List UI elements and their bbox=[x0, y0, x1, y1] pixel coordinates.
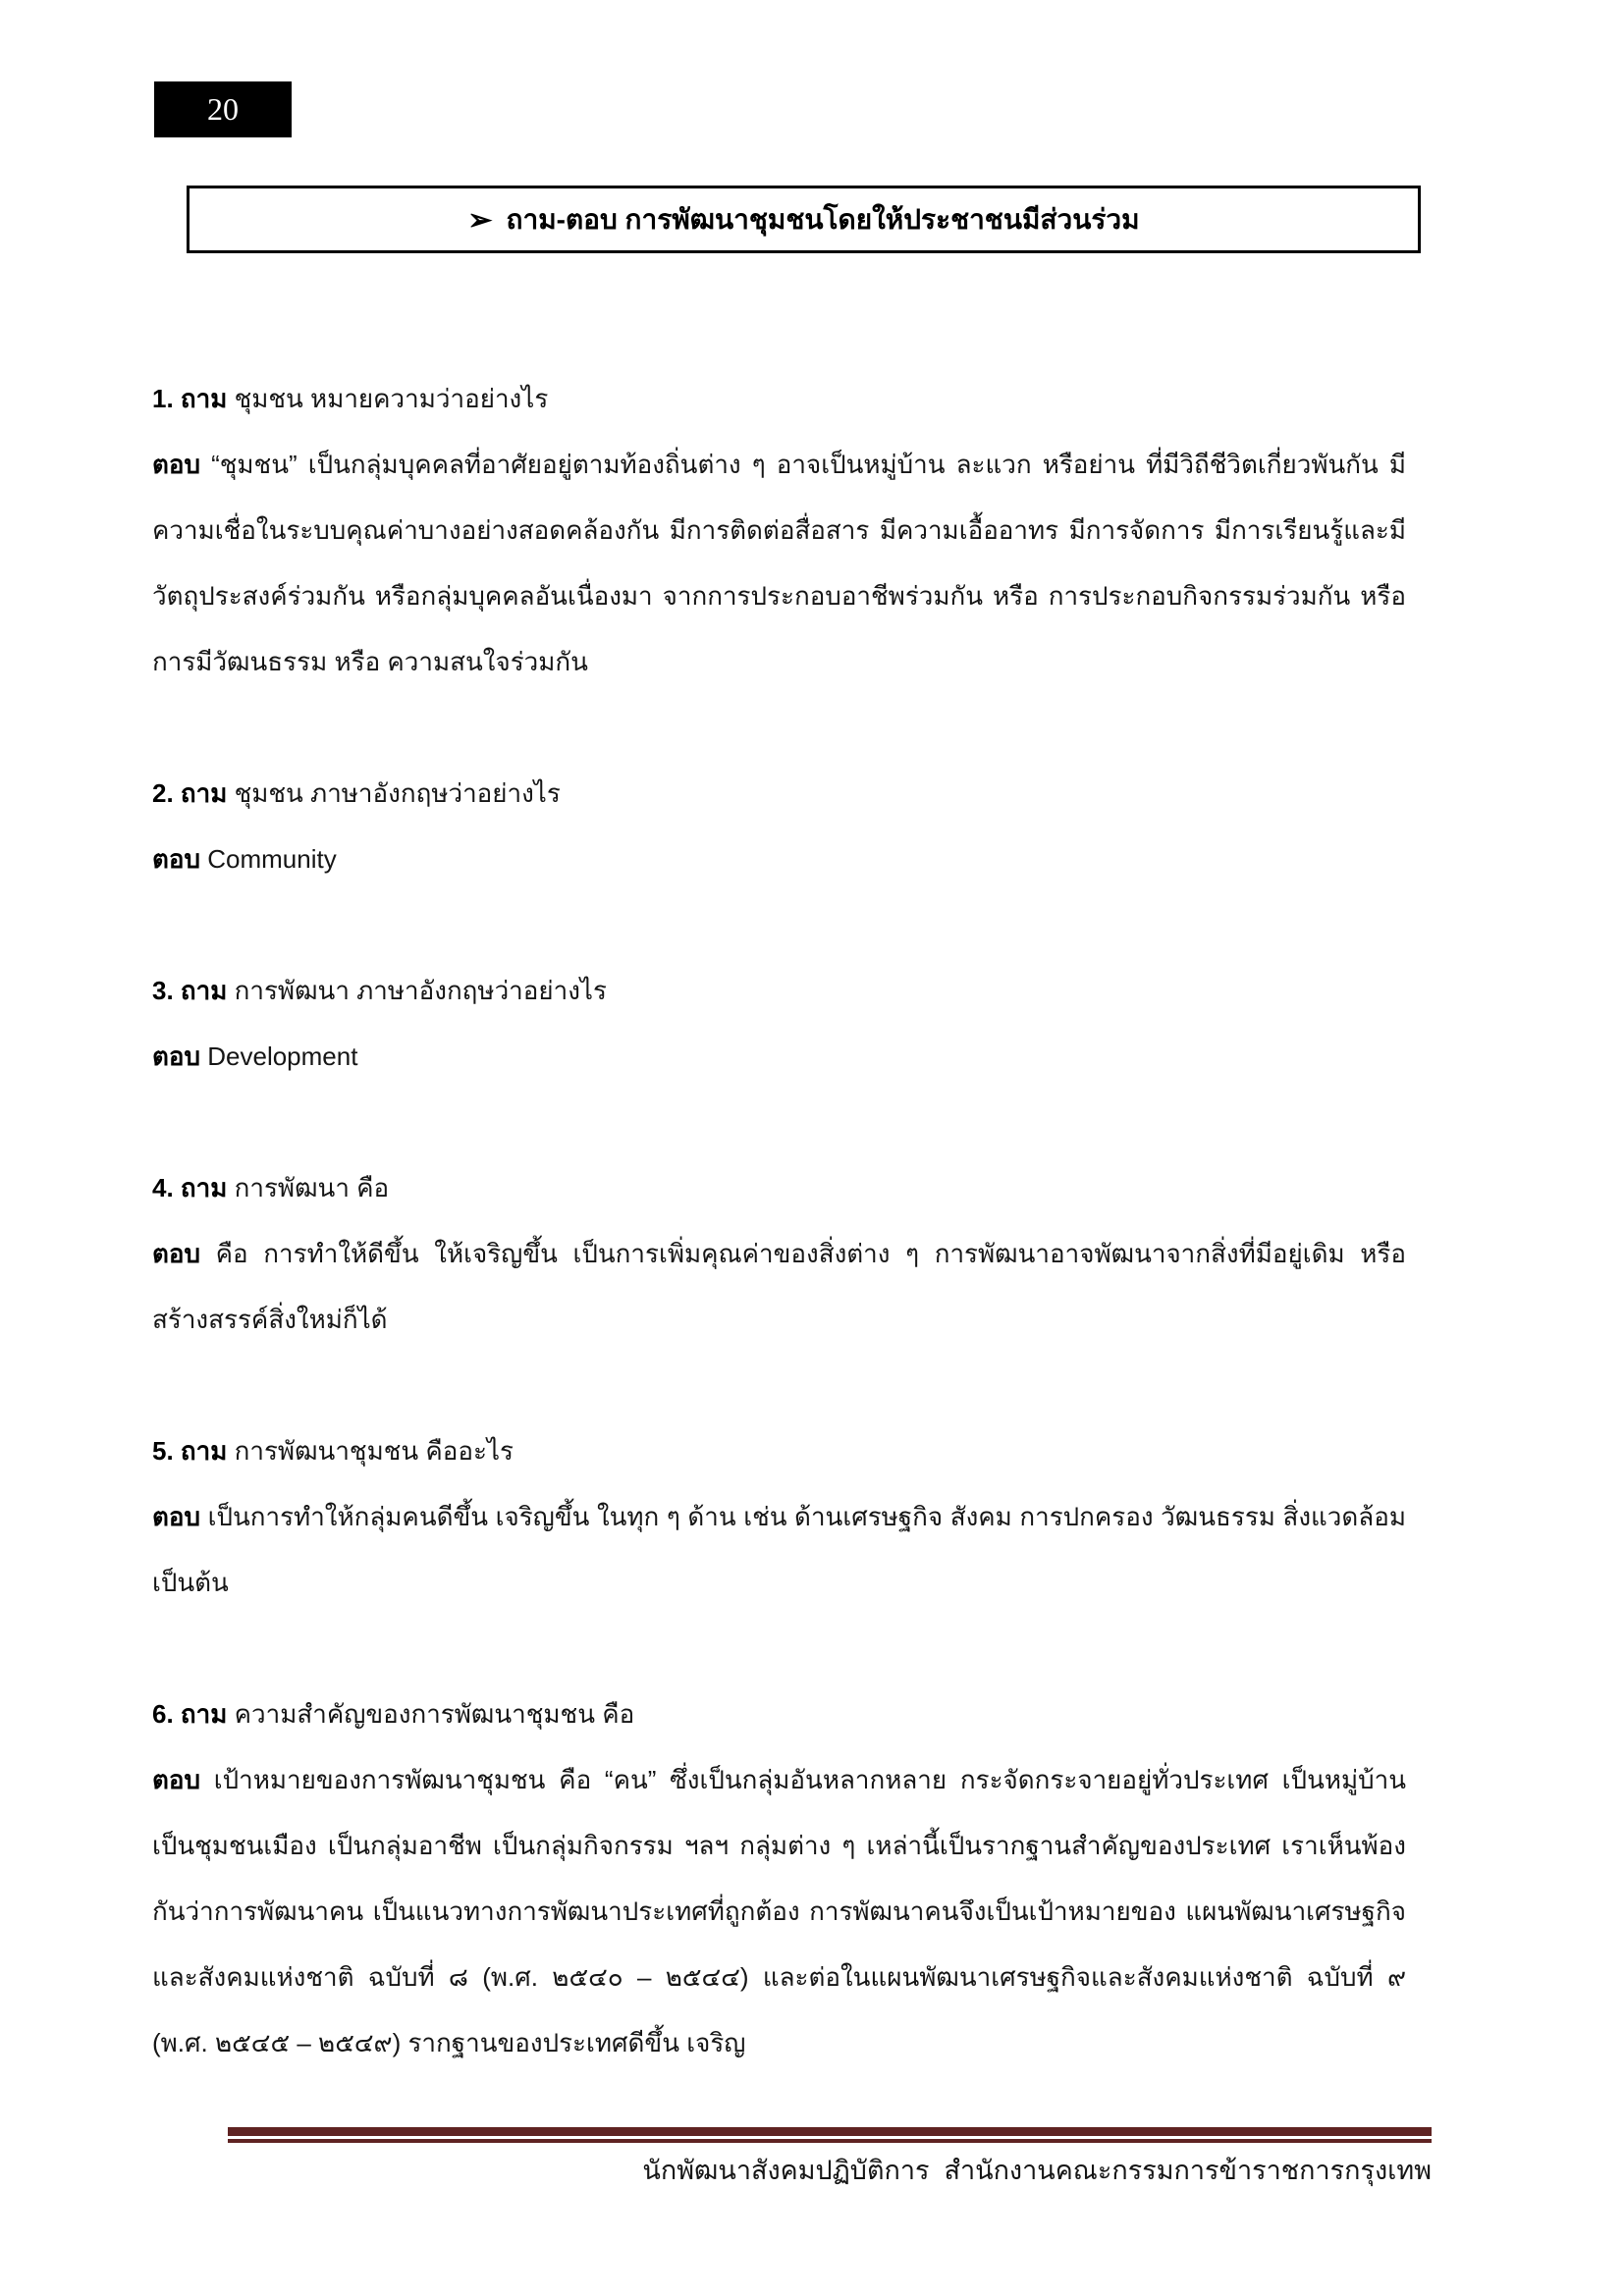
qa-block-3 bbox=[152, 958, 1406, 1090]
answer-label: ตอบ bbox=[152, 1239, 201, 1268]
answer-text: คือ การทำให้ดีขึ้น ให้เจริญขึ้น เป็นการเพิ่มคุณค่าของสิ่งต่าง ๆ การพัฒนาอาจพัฒนาจากสิ่งที่มีอยู่เดิม หรือ สร้างสรรค์สิ่งใหม่ก็ได้ bbox=[152, 1239, 1406, 1334]
section-title: ถาม-ตอบ การพัฒนาชุมชนโดยให้ประชาชนมีส่วนร่วม bbox=[506, 203, 1140, 235]
answer-text: เป็นการทำให้กลุ่มคนดีขึ้น เจริญขึ้น ในทุก ๆ ด้าน เช่น ด้านเศรษฐกิจ สังคม การปกครอง วัฒนธรรม สิ่งแวดล้อม เป็นต้น bbox=[152, 1502, 1406, 1597]
question-label: 6. ถาม bbox=[152, 1699, 228, 1729]
question-text: การพัฒนาชุมชน คืออะไร bbox=[234, 1436, 514, 1466]
footer-text: นักพัฒนาสังคมปฏิบัติการ สำนักงานคณะกรรมการข้าราชการกรุงเทพ bbox=[642, 2156, 1432, 2185]
answer-paragraph bbox=[152, 1747, 1406, 2076]
question-label: 5. ถาม bbox=[152, 1436, 228, 1466]
qa-block-1 bbox=[152, 366, 1406, 695]
question-text: ชุมชน หมายความว่าอย่างไร bbox=[234, 384, 549, 413]
question-label: 3. ถาม bbox=[152, 976, 228, 1005]
qa-block-2 bbox=[152, 761, 1406, 892]
question-text: ชุมชน ภาษาอังกฤษว่าอย่างไร bbox=[234, 778, 561, 808]
answer-label: ตอบ bbox=[152, 844, 201, 874]
answer-paragraph bbox=[152, 432, 1406, 695]
answer-paragraph bbox=[152, 1024, 1406, 1090]
section-header-box bbox=[187, 186, 1421, 253]
answer-text: เป้าหมายของการพัฒนาชุมชน คือ “คน” ซึ่งเป็นกลุ่มอันหลากหลาย กระจัดกระจายอยู่ทั่วประเทศ เป็นหมู่บ้าน เป็นชุมชนเมือง เป็นกลุ่มอาชีพ เป็นกลุ่มกิจกรรม ฯลฯ กลุ่มต่าง ๆ เหล่านี้เป็นรากฐานสำคัญของประเทศ เราเห็นพ้องกันว่าการพัฒนาคน เป็นแนวทางการพัฒนาประเทศที่ถูกต้อง การพัฒนาคนจึงเป็นเป้าหมายของ แผนพัฒนาเศรษฐกิจและสังคมแห่งชาติ ฉบับที่ ๘ (พ.ศ. ๒๕๔๐ – ๒๕๔๔) และต่อในแผนพัฒนาเศรษฐกิจและสังคมแห่งชาติ ฉบับที่ ๙ (พ.ศ. ๒๕๔๕ – ๒๕๔๙) รากฐานของประเทศดีขึ้น เจริญ bbox=[152, 1765, 1406, 2057]
page-number: 20 bbox=[207, 91, 239, 127]
answer-label: ตอบ bbox=[152, 1765, 201, 1794]
question-label: 4. ถาม bbox=[152, 1173, 228, 1202]
question-text: การพัฒนา ภาษาอังกฤษว่าอย่างไร bbox=[234, 976, 607, 1005]
question-text: ความสำคัญของการพัฒนาชุมชน คือ bbox=[234, 1699, 635, 1729]
answer-text: Development bbox=[207, 1041, 358, 1071]
question-line bbox=[152, 761, 1406, 827]
answer-label: ตอบ bbox=[152, 450, 201, 479]
qa-block-6 bbox=[152, 1682, 1406, 2076]
answer-text: Community bbox=[207, 844, 337, 874]
question-label: 2. ถาม bbox=[152, 778, 228, 808]
question-line bbox=[152, 958, 1406, 1024]
qa-block-4 bbox=[152, 1155, 1406, 1353]
page-number-box bbox=[154, 81, 292, 137]
answer-label: ตอบ bbox=[152, 1502, 201, 1531]
answer-paragraph bbox=[152, 1221, 1406, 1353]
answer-label: ตอบ bbox=[152, 1041, 201, 1071]
question-label: 1. ถาม bbox=[152, 384, 228, 413]
answer-text: “ชุมชน” เป็นกลุ่มบุคคลที่อาศัยอยู่ตามท้องถิ่นต่าง ๆ อาจเป็นหมู่บ้าน ละแวก หรือย่าน ที่มีวิถีชีวิตเกี่ยวพันกัน มีความเชื่อในระบบคุณค่าบางอย่างสอดคล้องกัน มีการติดต่อสื่อสาร มีความเอื้ออาทร มีการจัดการ มีการเรียนรู้และมีวัตถุประสงค์ร่วมกัน หรือกลุ่มบุคคลอันเนื่องมา จากการประกอบอาชีพร่วมกัน หรือ การประกอบกิจกรรมร่วมกัน หรือ การมีวัฒนธรรม หรือ ความสนใจร่วมกัน bbox=[152, 450, 1406, 676]
question-line bbox=[152, 1155, 1406, 1221]
question-line bbox=[152, 366, 1406, 432]
question-line bbox=[152, 1418, 1406, 1484]
arrow-bullet-icon: ➢ bbox=[467, 203, 493, 237]
answer-paragraph bbox=[152, 1484, 1406, 1616]
qa-content bbox=[152, 366, 1406, 2142]
footer-rule bbox=[228, 2127, 1432, 2143]
question-line bbox=[152, 1682, 1406, 1747]
question-text: การพัฒนา คือ bbox=[234, 1173, 390, 1202]
qa-block-5 bbox=[152, 1418, 1406, 1616]
answer-paragraph bbox=[152, 827, 1406, 892]
